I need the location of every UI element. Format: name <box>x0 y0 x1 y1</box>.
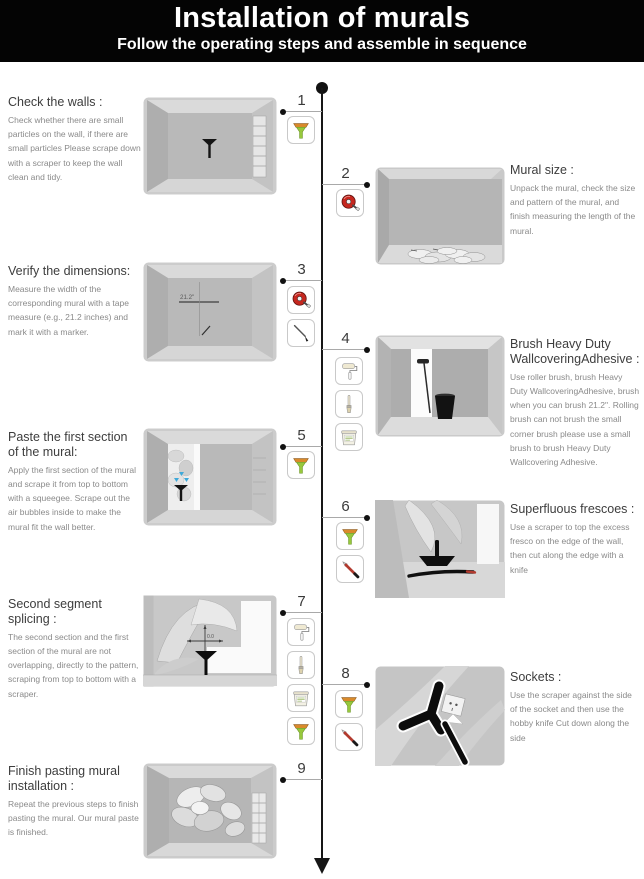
timeline <box>321 88 323 860</box>
step-7-connector <box>281 612 322 613</box>
page-subtitle: Follow the operating steps and assemble in sequence <box>117 36 527 53</box>
step-9-title: Finish pasting mural installation : <box>8 764 120 793</box>
step-4-connector <box>322 349 369 350</box>
step-4-text <box>510 337 641 469</box>
svg-text:0.0: 0.0 <box>207 634 214 640</box>
scraper-icon <box>335 690 363 718</box>
step-3-text <box>8 264 141 339</box>
step-5-illustration <box>143 428 277 526</box>
marker-pen-icon <box>287 319 315 347</box>
step-8-illustration <box>375 666 505 766</box>
step-1-illustration <box>143 97 277 195</box>
scraper-icon <box>287 116 315 144</box>
radiator <box>253 116 266 177</box>
small-brush-icon <box>335 390 363 418</box>
step-6-icons <box>336 522 364 583</box>
step-7-number: 7 <box>297 593 306 610</box>
step-9-connector <box>281 779 322 780</box>
step-9-number: 9 <box>297 760 306 777</box>
step-7-text <box>8 597 141 701</box>
paint-roller-icon <box>287 618 315 646</box>
tape-measure-icon <box>336 189 364 217</box>
header <box>0 0 644 62</box>
hobby-knife-icon <box>336 555 364 583</box>
step-7-body: The second section and the first section of the mural are not overlapping, directly to the pattern, scraping from top to bottom with a scraper. <box>8 631 139 699</box>
step-2-text <box>510 163 641 238</box>
step-6-body: Use a scraper to top the excess fresco on the edge of the wall, then cut along the edge with a knife <box>510 521 630 575</box>
step-5-title: Paste the first section of the mural: <box>8 430 128 459</box>
step-1-title: Check the walls : <box>8 95 103 109</box>
step-7-icons <box>287 618 315 745</box>
step-6-connector <box>322 517 369 518</box>
step-1-icons <box>287 116 315 144</box>
step-4-number: 4 <box>341 330 350 347</box>
hobby-knife-icon <box>335 723 363 751</box>
radiator <box>252 793 266 843</box>
step-9-body: Repeat the previous steps to finish pasting the mural. Our mural paste is finished. <box>8 798 139 838</box>
step-8-title: Sockets : <box>510 670 562 684</box>
adhesive-bucket-icon <box>287 684 315 712</box>
step-3-title: Verify the dimensions: <box>8 264 131 278</box>
step-5-connector <box>281 446 322 447</box>
scraper-icon <box>287 717 315 745</box>
step-9-text <box>8 764 141 839</box>
step-8-connector <box>322 684 369 685</box>
step-3-illustration <box>143 262 277 362</box>
step-8-icons <box>335 690 363 751</box>
paint-roller-icon <box>335 357 363 385</box>
adhesive-bucket-icon <box>335 423 363 451</box>
step-4-illustration <box>375 335 505 437</box>
step-1-number: 1 <box>297 92 306 109</box>
step-3-number: 3 <box>297 261 306 278</box>
step-6-title: Superfluous frescoes : <box>510 502 635 516</box>
page-title: Installation of murals <box>173 2 471 34</box>
step-5-text <box>8 430 141 534</box>
step-2-number: 2 <box>341 165 350 182</box>
step-9-illustration <box>143 763 277 859</box>
timeline-arrow-icon <box>314 858 330 874</box>
step-7-illustration <box>143 595 277 687</box>
scraper-icon <box>287 451 315 479</box>
step-3-icons <box>287 286 315 347</box>
step-8-number: 8 <box>341 665 350 682</box>
step-2-title: Mural size : <box>510 163 574 177</box>
svg-text:21.2": 21.2" <box>180 294 195 301</box>
small-brush-icon <box>287 651 315 679</box>
step-4-icons <box>335 357 363 451</box>
step-2-body: Unpack the mural, check the size and pattern of the mural, and finish measuring the length of the mural. <box>510 182 636 236</box>
step-5-number: 5 <box>297 427 306 444</box>
scraper-icon <box>336 522 364 550</box>
tape-measure-icon <box>287 286 315 314</box>
step-8-text <box>510 670 641 745</box>
step-5-body: Apply the first section of the mural and scrape it from top to bottom with a squeegee. Scrape out the air bubbles inside to make the mural fit the wall better. <box>8 464 137 532</box>
step-6-number: 6 <box>341 498 350 515</box>
step-3-body: Measure the width of the corresponding mural with a tape measure (e.g., 21.2 inches) and mark it with a marker. <box>8 283 129 337</box>
step-2-illustration <box>375 167 505 265</box>
step-4-title: Brush Heavy Duty WallcoveringAdhesive : <box>510 337 640 366</box>
step-6-illustration <box>375 500 505 598</box>
step-2-connector <box>322 184 369 185</box>
step-2-icons <box>336 189 364 217</box>
step-8-body: Use the scraper against the side of the socket and then use the hobby knife Cut down along the side <box>510 689 632 743</box>
step-1-connector <box>281 111 322 112</box>
step-3-connector <box>281 280 322 281</box>
step-4-body: Use roller brush, brush Heavy Duty WallcoveringAdhesive, brush when you can brush 21.2". Rolling brush can not brush the small corner brush please use a small brush to brush Heavy Duty Wallcovering Adhesive. <box>510 371 640 468</box>
step-6-text <box>510 502 641 577</box>
step-1-text <box>8 95 141 184</box>
step-7-title: Second segment splicing : <box>8 597 102 626</box>
step-5-icons <box>287 451 315 479</box>
first-mural-strip <box>168 444 200 510</box>
step-1-body: Check whether there are small particles on the wall, if there are small particles Please scrape down with a scraper to keep the wall clean and tidy. <box>8 114 141 182</box>
